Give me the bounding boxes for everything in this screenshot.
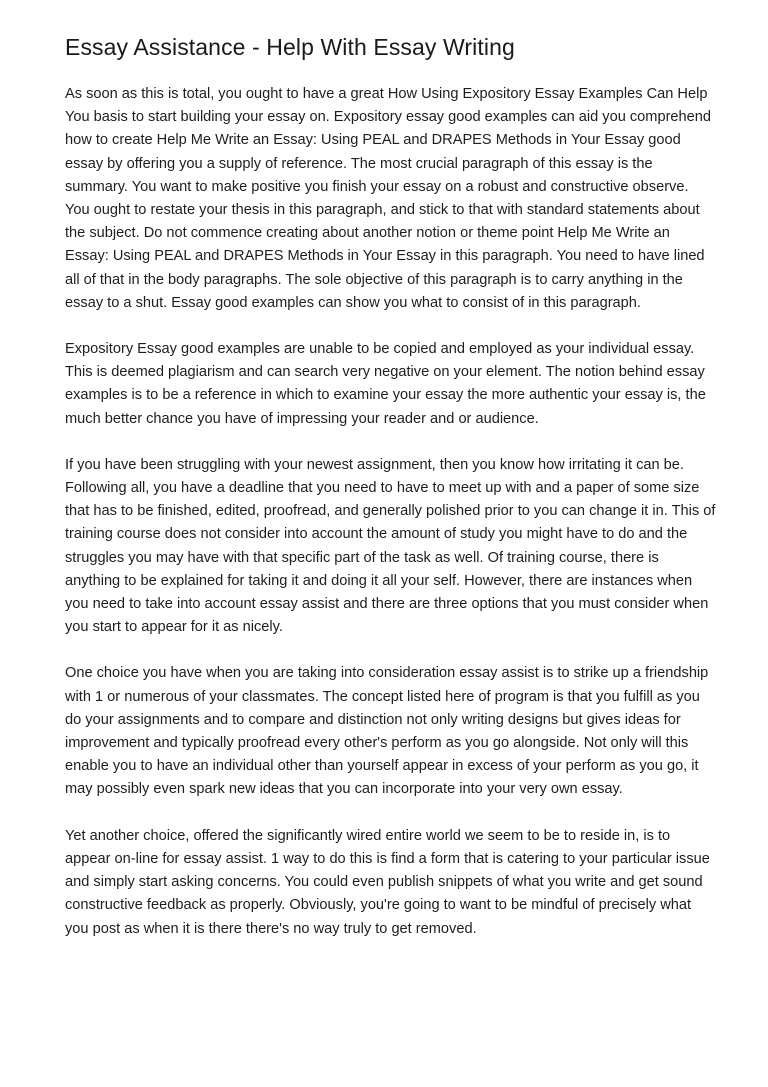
paragraph-3: If you have been struggling with your newest assignment, then you know how irritating it can be. Following all, you have a deadline that you need to have to meet up with and a paper of some size that has to be finished, edited, proofread, and generally polished prior to you can change it in. This of training course does not consider into account the amount of study you might have to do and the struggles you may have with that specific part of the task as well. Of training course, there is anything to be explained for taking it and doing it all your self. However, there are instances when you need to take into account essay assist and there are three options that you must consider when you start to appear for it as nicely.	[65, 456, 716, 636]
paragraph-1: As soon as this is total, you ought to have a great How Using Expository Essay Examples Can Help You basis to start building your essay on. Expository essay good examples can aid you comprehend how to create Help Me Write an Essay: Using PEAL and DRAPES Methods in Your Essay good essay by offering you a supply of reference. The most crucial paragraph of this essay is the summary. You want to make positive you finish your essay on a robust and constructive observe. You ought to restate your thesis in this paragraph, and stick to that with standard statements about the subject. Do not commence creating about another notion or theme point Help Me Write an Essay: Using PEAL and DRAPES Methods in Your Essay in this paragraph. You need to have lined all of that in the body paragraphs. The sole objective of this paragraph is to carry anything in the essay to a shut. Essay good examples can show you what to consist of in this paragraph.	[65, 86, 712, 311]
paragraph-5: Yet another choice, offered the significantly wired entire world we seem to be to reside in, is to appear on-line for essay assist. 1 way to do this is find a form that is catering to your particular issue and simply start asking concerns. You could even publish snippets of what you write and get sound constructive feedback as properly. Obviously, you're going to want to be mindful of precisely what you post as when it is there there's no way truly to get removed.	[65, 827, 710, 937]
paragraph-4: One choice you have when you are taking into consideration essay assist is to strike up a friendship with 1 or numerous of your classmates. The concept listed here of program is that you fulfill as you do your assignments and to compare and distinction not only writing designs but gives ideas for improvement and typically proofread every other's perform as you go alongside. Not only will this enable you to have an individual other than yourself appear in excess of your perform as you go, it may possibly even spark new ideas that you can incorporate into your very own essay.	[65, 665, 709, 798]
paragraph-2: Expository Essay good examples are unable to be copied and employed as your individual essay. This is deemed plagiarism and can search very negative on your element. The notion behind essay examples is to be a reference in which to examine your essay the more authentic your essay is, the much better chance you have of impressing your reader and or audience.	[65, 341, 706, 427]
page-title: Essay Assistance - Help With Essay Writing	[65, 34, 515, 60]
